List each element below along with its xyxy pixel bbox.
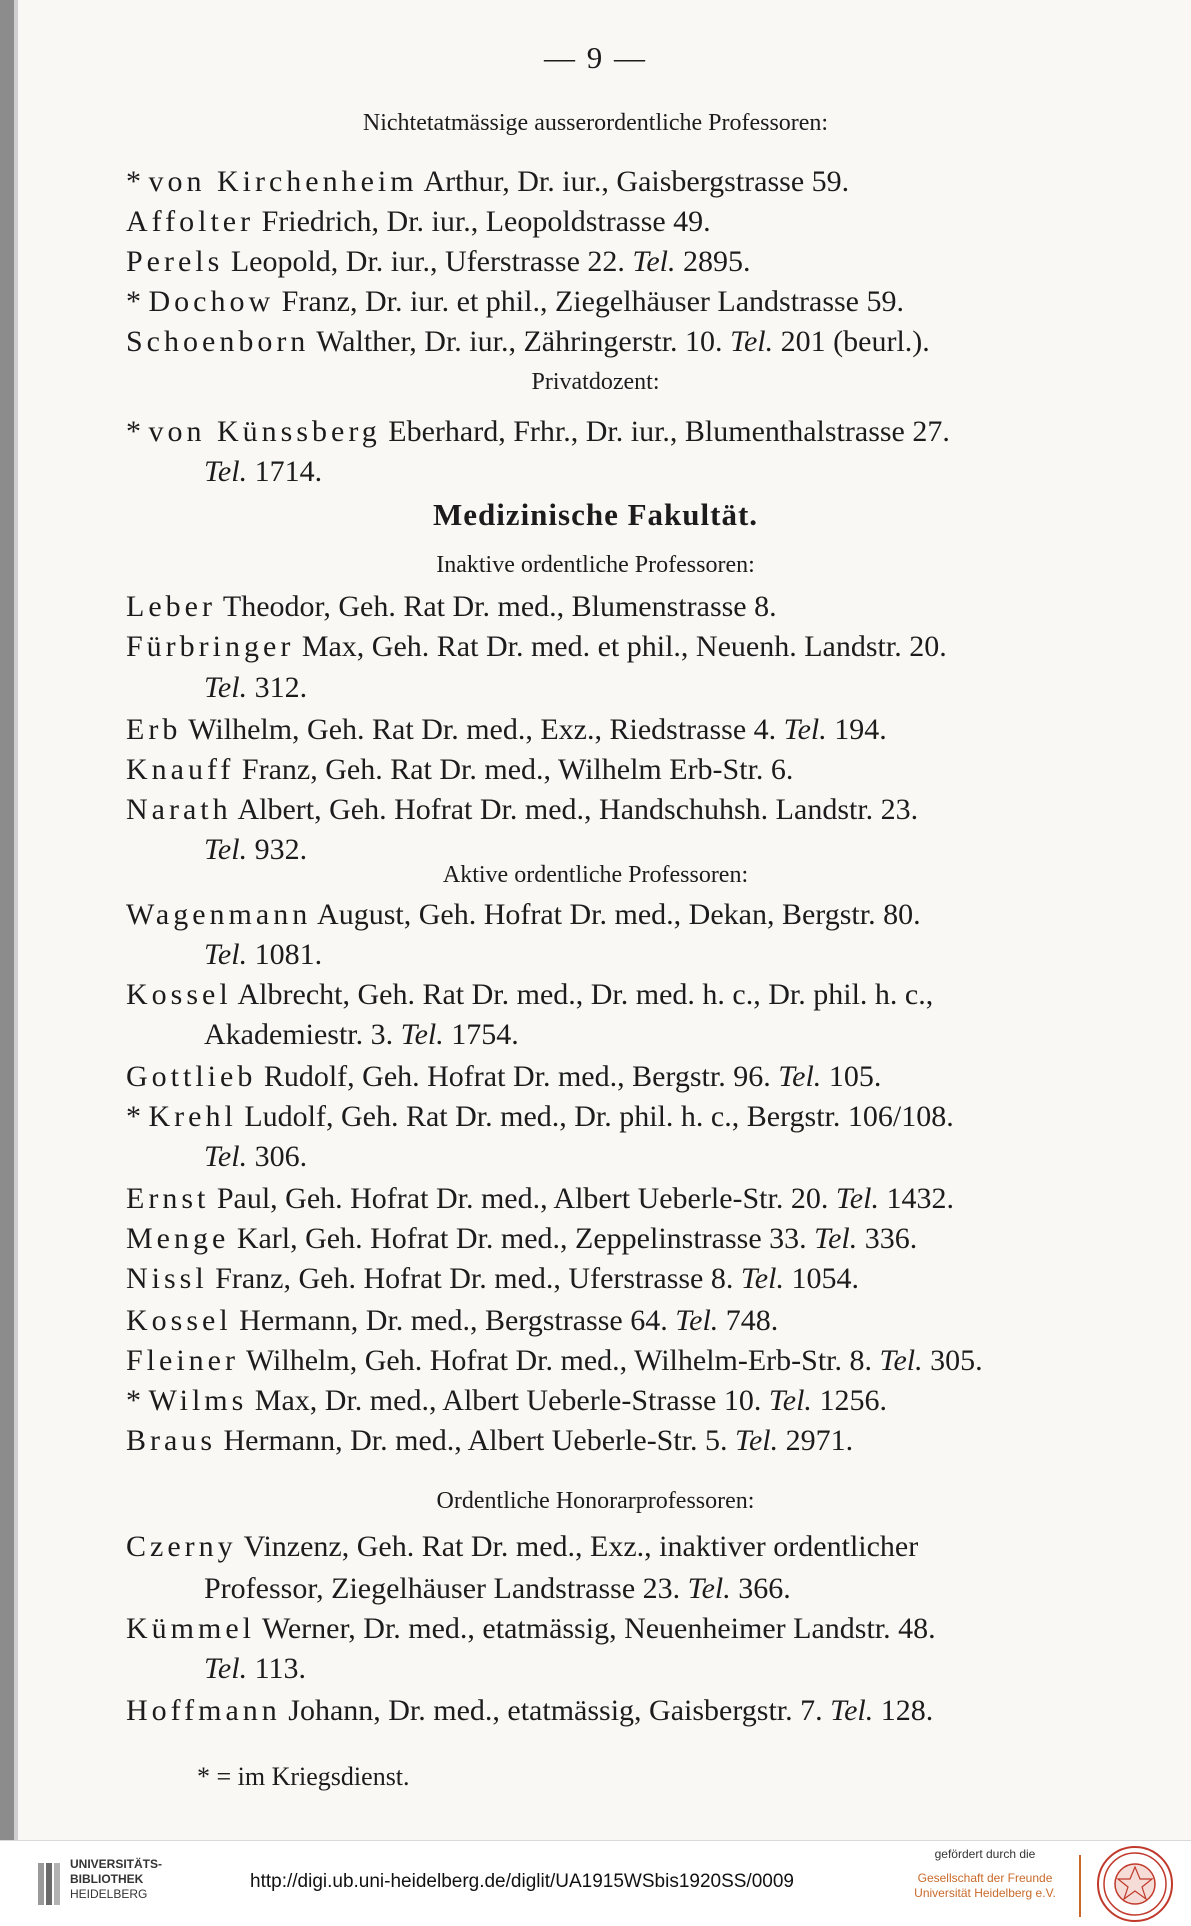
entry-line	[204, 1140, 307, 1174]
entry-name: Dochow	[148, 285, 275, 318]
entry-line	[126, 713, 887, 747]
entry-tel-number: 932.	[247, 833, 308, 866]
entry-line	[126, 1530, 918, 1564]
entry-tel-label: Tel.	[204, 1140, 248, 1173]
entry-text: Theodor, Geh. Rat Dr. med., Blumenstrasse 8.	[215, 590, 777, 623]
entry-tel-label: Tel.	[632, 245, 676, 278]
entry-name: Ernst	[126, 1182, 210, 1215]
entry-tel-number: 2971.	[778, 1424, 854, 1457]
entry-tel-label: Tel.	[783, 713, 827, 746]
entry-name: Gottlieb	[126, 1060, 257, 1093]
entry-line	[204, 455, 322, 489]
entry-tel-label: Tel.	[400, 1018, 444, 1051]
section-heading-aktive: Aktive ordentliche Professoren:	[442, 862, 749, 888]
entry-name: Erb	[126, 713, 182, 746]
entry-tel-number: 128.	[873, 1694, 934, 1727]
footer-bar	[0, 1840, 1191, 1926]
entry-line	[204, 1018, 519, 1052]
entry-tel-number: 194.	[826, 713, 887, 746]
entry-name: Fleiner	[126, 1344, 239, 1377]
entry-tel-label: Tel.	[730, 325, 774, 358]
entry-name: Kossel	[126, 978, 232, 1011]
entry-tel-number: 1054.	[783, 1262, 859, 1295]
entry-line	[126, 1344, 983, 1378]
sponsor-label: gefördert durch die	[934, 1847, 1036, 1861]
entry-line	[126, 1424, 853, 1458]
entry-text: Professor, Ziegelhäuser Landstrasse 23.	[204, 1572, 688, 1605]
entry-name: Kossel	[126, 1304, 232, 1337]
entry-tel-label: Tel.	[687, 1572, 731, 1605]
footnote: * = im Kriegsdienst.	[197, 1762, 410, 1791]
entry-name: Czerny	[126, 1530, 237, 1563]
entry-text: August, Geh. Hofrat Dr. med., Dekan, Bergstr. 80.	[311, 898, 921, 931]
entry-line	[126, 898, 921, 932]
entry-line	[126, 285, 904, 319]
entry-text: Wilhelm, Geh. Hofrat Dr. med., Wilhelm-Erb-Str. 8.	[238, 1344, 880, 1377]
entry-tel-number: 748.	[718, 1304, 779, 1337]
entry-line	[126, 590, 777, 624]
entry-text: Akademiestr. 3.	[204, 1018, 401, 1051]
entry-line	[126, 205, 711, 239]
entry-name: Perels	[126, 245, 224, 278]
source-url-link[interactable]: http://digi.ub.uni-heidelberg.de/diglit/UA1915WSbis1920SS/0009	[250, 1871, 794, 1892]
entry-text: Friedrich, Dr. iur., Leopoldstrasse 49.	[254, 205, 711, 238]
sponsor-org-line1: Gesellschaft der Freunde	[917, 1871, 1053, 1885]
entry-tel-number: 312.	[247, 671, 308, 704]
entry-tel-number: 201 (beurl.).	[773, 325, 930, 358]
entry-prefix: *	[126, 165, 149, 198]
entry-line	[204, 833, 307, 867]
entry-line	[126, 245, 751, 279]
section-heading-nichtetat: Nichtetatmässige ausserordentliche Professoren:	[362, 110, 829, 136]
entry-text: Franz, Geh. Rat Dr. med., Wilhelm Erb-Str. 6.	[234, 753, 794, 786]
entry-tel-label: Tel.	[675, 1304, 719, 1337]
entry-name: Wagenmann	[126, 898, 312, 931]
entry-name: Fürbringer	[126, 630, 295, 663]
entry-tel-label: Tel.	[879, 1344, 923, 1377]
entry-tel-number: 1256.	[811, 1384, 887, 1417]
entry-line	[126, 1060, 881, 1094]
entry-line	[126, 1304, 778, 1338]
entry-text: Paul, Geh. Hofrat Dr. med., Albert Ueberle-Str. 20.	[209, 1182, 836, 1215]
entry-text: Hermann, Dr. med., Bergstrasse 64.	[231, 1304, 676, 1337]
footer-divider	[1079, 1855, 1081, 1917]
entry-name: Leber	[126, 590, 216, 623]
entry-text: Max, Geh. Rat Dr. med. et phil., Neuenh. Landstr. 20.	[294, 630, 947, 663]
entry-line	[204, 938, 322, 972]
entry-text: Karl, Geh. Hofrat Dr. med., Zeppelinstrasse 33.	[229, 1222, 815, 1255]
entry-tel-label: Tel.	[204, 1652, 248, 1685]
entry-name: Nissl	[126, 1262, 208, 1295]
entry-prefix: *	[126, 1384, 149, 1417]
entry-tel-label: Tel.	[735, 1424, 779, 1457]
section-heading-honorar: Ordentliche Honorarprofessoren:	[436, 1488, 755, 1514]
page-number: — 9 —	[544, 40, 647, 75]
entry-tel-number: 1081.	[247, 938, 323, 971]
entry-tel-number: 2895.	[675, 245, 751, 278]
entry-text: Eberhard, Frhr., Dr. iur., Blumenthalstrasse 27.	[380, 415, 950, 448]
entry-line	[126, 753, 793, 787]
entry-line	[126, 1384, 887, 1418]
entry-tel-label: Tel.	[830, 1694, 874, 1727]
entry-text: Franz, Geh. Hofrat Dr. med., Uferstrasse 8.	[207, 1262, 741, 1295]
entry-tel-number: 306.	[247, 1140, 308, 1173]
entry-name: Knauff	[126, 753, 235, 786]
entry-tel-label: Tel.	[204, 833, 248, 866]
library-name	[70, 1857, 162, 1902]
entry-tel-label: Tel.	[814, 1222, 858, 1255]
entry-name: Krehl	[148, 1100, 237, 1133]
entry-line	[126, 165, 849, 199]
entry-name: Narath	[126, 793, 232, 826]
entry-text: Albrecht, Geh. Rat Dr. med., Dr. med. h. c., Dr. phil. h. c.,	[231, 978, 934, 1011]
library-name-line2: BIBLIOTHEK	[70, 1872, 144, 1886]
entry-line	[126, 793, 918, 827]
entry-tel-label: Tel.	[835, 1182, 879, 1215]
entry-tel-label: Tel.	[768, 1384, 812, 1417]
entry-name: von Kirchenheim	[148, 165, 418, 198]
entry-text: Wilhelm, Geh. Rat Dr. med., Exz., Riedstrasse 4.	[181, 713, 784, 746]
entry-name: Menge	[126, 1222, 230, 1255]
entry-tel-label: Tel.	[204, 938, 248, 971]
entry-text: Ludolf, Geh. Rat Dr. med., Dr. phil. h. c., Bergstr. 106/108.	[236, 1100, 954, 1133]
entry-prefix: *	[126, 1100, 149, 1133]
university-seal-icon	[1096, 1845, 1174, 1923]
entry-line	[126, 630, 947, 664]
entry-line	[126, 1182, 954, 1216]
entry-tel-number: 366.	[730, 1572, 791, 1605]
entry-text: Johann, Dr. med., etatmässig, Gaisbergstr. 7.	[280, 1694, 831, 1727]
library-logo-icon	[36, 1859, 62, 1909]
entry-name: Braus	[126, 1424, 216, 1457]
entry-tel-number: 1714.	[247, 455, 323, 488]
entry-prefix: *	[126, 285, 149, 318]
entry-text: Werner, Dr. med., etatmässig, Neuenheimer Landstr. 48.	[255, 1612, 936, 1645]
entry-line	[204, 671, 307, 705]
entry-text: Arthur, Dr. iur., Gaisbergstrasse 59.	[417, 165, 850, 198]
scan-edge	[0, 0, 14, 1840]
library-name-line1: UNIVERSITÄTS-	[70, 1857, 163, 1871]
entry-text: Hermann, Dr. med., Albert Ueberle-Str. 5.	[216, 1424, 736, 1457]
entry-tel-label: Tel.	[204, 671, 248, 704]
entry-text: Albert, Geh. Hofrat Dr. med., Handschuhsh. Landstr. 23.	[231, 793, 919, 826]
entry-line	[126, 1694, 933, 1728]
section-heading-inaktive: Inaktive ordentliche Professoren:	[436, 552, 755, 578]
entry-tel-number: 113.	[247, 1652, 306, 1685]
entry-line	[126, 978, 933, 1012]
entry-line	[126, 325, 930, 359]
entry-name: Hoffmann	[126, 1694, 281, 1727]
entry-text: Rudolf, Geh. Hofrat Dr. med., Bergstr. 96.	[256, 1060, 779, 1093]
entry-tel-label: Tel.	[740, 1262, 784, 1295]
sponsor-org-line2: Universität Heidelberg e.V.	[914, 1886, 1056, 1900]
entry-name: von Künssberg	[148, 415, 381, 448]
entry-tel-label: Tel.	[778, 1060, 822, 1093]
sponsor-block	[900, 1847, 1070, 1901]
entry-text: Leopold, Dr. iur., Uferstrasse 22.	[223, 245, 633, 278]
entry-line	[126, 1262, 859, 1296]
entry-line	[126, 1222, 917, 1256]
scan-edge-highlight	[14, 0, 18, 1840]
entry-name: Affolter	[126, 205, 255, 238]
section-heading-privatdozent: Privatdozent:	[531, 369, 660, 395]
library-name-line3: HEIDELBERG	[70, 1887, 148, 1901]
entry-name: Schoenborn	[126, 325, 310, 358]
entry-name: Kümmel	[126, 1612, 255, 1645]
entry-line	[126, 1100, 954, 1134]
entry-line	[126, 415, 950, 449]
faculty-heading: Medizinische Fakultät.	[432, 497, 759, 532]
entry-line	[204, 1652, 306, 1686]
entry-tel-number: 1432.	[878, 1182, 954, 1215]
entry-text: Max, Dr. med., Albert Ueberle-Strasse 10.	[247, 1384, 769, 1417]
entry-prefix: *	[126, 415, 149, 448]
entry-text: Walther, Dr. iur., Zähringerstr. 10.	[309, 325, 731, 358]
entry-text: Vinzenz, Geh. Rat Dr. med., Exz., inaktiver ordentlicher	[236, 1530, 919, 1563]
entry-line	[126, 1612, 936, 1646]
entry-tel-number: 105.	[821, 1060, 882, 1093]
entry-tel-label: Tel.	[204, 455, 248, 488]
entry-line	[204, 1572, 791, 1606]
entry-tel-number: 1754.	[443, 1018, 519, 1051]
entry-text: Franz, Dr. iur. et phil., Ziegelhäuser Landstrasse 59.	[274, 285, 904, 318]
entry-tel-number: 336.	[857, 1222, 918, 1255]
entry-tel-number: 305.	[922, 1344, 983, 1377]
entry-name: Wilms	[148, 1384, 248, 1417]
